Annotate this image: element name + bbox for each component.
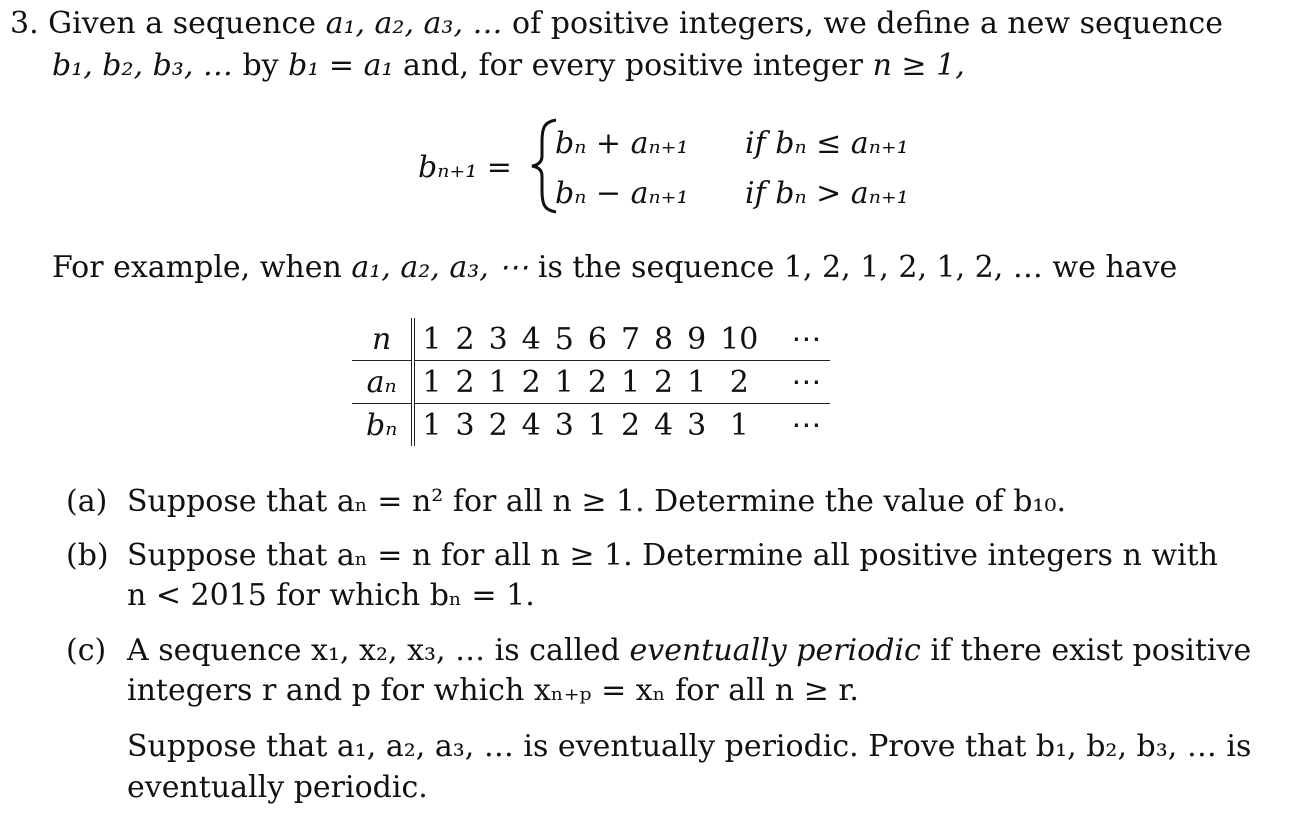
table-cell: 7 [614, 318, 647, 361]
table-row-n [352, 318, 830, 361]
intro-text: Given a sequence [48, 6, 326, 41]
part-b-text-line-1: Suppose that aₙ = n for all n ≥ 1. Determine all positive integers n with [127, 538, 1218, 573]
ellipsis-cell: ⋯ [791, 407, 824, 443]
example-values: 1, 2, 1, 2, 1, 2, … [783, 250, 1043, 285]
problem-number-and-intro [10, 6, 1223, 42]
table-cell: 4 [521, 407, 541, 443]
case-2-expression: bₙ − aₙ₊₁ [555, 176, 689, 211]
part-b-text-line-2: n < 2015 for which bₙ = 1. [127, 578, 535, 613]
part-a-label: (a) [66, 484, 108, 519]
table-cell: 3 [687, 407, 707, 443]
part-c-text-line-3: Suppose that a₁, a₂, a₃, … is eventually periodic. Prove that b₁, b₂, b₃, … is [127, 729, 1252, 764]
table-cell: 1 [614, 361, 647, 404]
intro-line-2 [52, 48, 965, 84]
table-cell: 2 [448, 318, 481, 361]
table-cell: 2 [620, 407, 641, 443]
table-cell: 1 [413, 318, 448, 361]
case-row-2 [555, 176, 909, 211]
n-condition: n ≥ 1, [872, 48, 965, 83]
table-cell: 4 [515, 318, 548, 361]
example-text: is the sequence [528, 250, 784, 285]
intro-text: by [232, 48, 289, 83]
table-cell: 2 [515, 361, 548, 404]
table-cell: 2 [448, 361, 481, 404]
table-cell: 2 [647, 361, 680, 404]
table-cell: 1 [680, 361, 713, 404]
sequence-b: b₁, b₂, b₃, … [52, 48, 233, 83]
case-1-condition: if bₙ ≤ aₙ₊₁ [745, 126, 909, 161]
case-row-1 [555, 126, 909, 161]
sequence-a: a₁, a₂, a₃, … [325, 6, 503, 41]
problem-number: 3. [10, 6, 39, 41]
row-header-n: n [352, 318, 413, 361]
table-cell: 3 [455, 407, 475, 443]
intro-text: of positive integers, we define a new sequence [502, 6, 1223, 41]
table-cell: 4 [654, 407, 674, 443]
example-sequence: a₁, a₂, a₃, ⋯ [351, 250, 529, 285]
table-cell: 1 [587, 407, 607, 443]
part-c-label: (c) [66, 633, 107, 668]
table-cell: 1 [482, 361, 515, 404]
table-cell: 2 [581, 361, 614, 404]
case-2-condition: if bₙ > aₙ₊₁ [745, 176, 909, 211]
table-row-a [352, 361, 830, 404]
table-cell: 2 [488, 407, 508, 443]
example-table [352, 318, 830, 446]
term-eventually-periodic: eventually periodic [629, 633, 921, 668]
table-cell: 1 [422, 407, 442, 443]
part-c-text: A sequence x₁, x₂, x₃, … is called [127, 633, 630, 668]
intro-text: and, for every positive integer [393, 48, 873, 83]
ellipsis-cell: ⋯ [765, 361, 830, 404]
part-c-text-line-4: eventually periodic. [127, 770, 428, 805]
table-cell: 2 [713, 361, 765, 404]
table-cell: 1 [413, 361, 448, 404]
initial-condition: b₁ = a₁ [288, 48, 394, 83]
recurrence-cases [418, 118, 918, 218]
table-cell: 9 [680, 318, 713, 361]
part-c-text: if there exist positive [920, 633, 1252, 668]
part-a-text: Suppose that aₙ = n² for all n ≥ 1. Determine the value of b₁₀. [127, 484, 1066, 519]
table-row-b [352, 404, 830, 447]
row-header-a: aₙ [352, 361, 413, 404]
ellipsis-cell: ⋯ [765, 318, 830, 361]
table-cell: 5 [548, 318, 581, 361]
example-text: we have [1042, 250, 1178, 285]
example-text: For example, when [52, 250, 352, 285]
part-b-label: (b) [66, 538, 109, 573]
case-1-expression: bₙ + aₙ₊₁ [555, 126, 689, 161]
table-cell: 1 [548, 361, 581, 404]
recurrence-lhs: bₙ₊₁ = [418, 150, 512, 185]
part-c-text-line-2: integers r and p for which xₙ₊ₚ = xₙ for all n ≥ r. [127, 673, 859, 708]
table-cell: 6 [581, 318, 614, 361]
table-cell: 3 [554, 407, 574, 443]
row-header-b: bₙ [352, 404, 413, 447]
table-cell: 8 [647, 318, 680, 361]
table-cell: 10 [713, 318, 765, 361]
example-line [52, 250, 1177, 286]
table-cell: 3 [482, 318, 515, 361]
table-cell: 1 [729, 407, 749, 443]
part-c-text-line-1 [127, 633, 1251, 669]
